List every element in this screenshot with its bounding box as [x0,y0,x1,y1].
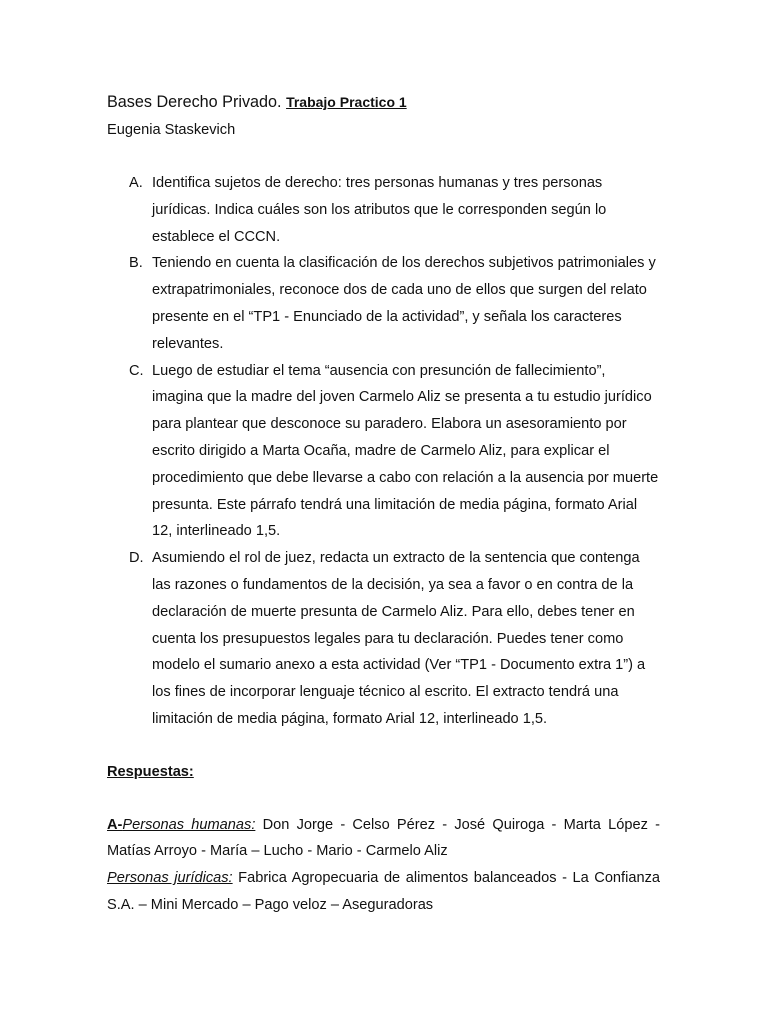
question-item-a [107,170,660,250]
answer-legal-label: Personas jurídicas: [107,870,233,887]
question-text: Teniendo en cuenta la clasificación de los derechos subjetivos patrimoniales y extrapatrimoniales, reconoce dos de cada uno de ellos que surgen del relato presente en el “TP1 - Enunciado de la actividad”, y señala los caracteres relevantes. [152,255,656,352]
answer-legal-text: Fabrica Agropecuaria de alimentos balanceados - La Confianza S.A. – Mini Mercado – Pago veloz – Aseguradoras [107,870,660,913]
document-author: Eugenia Staskevich [107,122,236,138]
question-item-d [107,545,660,733]
document-title: Bases Derecho Privado. [107,93,282,111]
question-letter: B. [129,255,143,272]
question-list [107,170,660,733]
document-subtitle: Trabajo Practico 1 [286,94,407,110]
answers-heading: Respuestas: [107,763,194,780]
document-content [107,88,660,919]
question-letter: C. [129,362,144,379]
document-title-line [107,88,660,116]
answer-humans-paragraph [107,812,660,866]
question-text: Asumiendo el rol de juez, redacta un extracto de la sentencia que contenga las razones o fundamentos de la decisión, ya sea a favor o en contra de la declaración de muerte presunta de Carmelo Aliz. Para ello, debes tener en cuenta los presupuestos legales para tu declaración. Puedes tener como modelo el sumario anexo a esta actividad (Ver “TP1 - Documento extra 1”) a los fines de incorporar lenguaje técnico al escrito. El extracto tendrá una limitación de media página, formato Arial 12, interlineado 1,5. [152,550,646,727]
question-letter: A. [129,175,143,191]
answer-humans-label: Personas humanas: [122,816,256,833]
question-text: Luego de estudiar el tema “ausencia con presunción de fallecimiento”, imagina que la madre del joven Carmelo Aliz se presenta a tu estudio jurídico para plantear que desconoce su paradero. Elabora un asesoramiento por escrito dirigido a Marta Ocaña, madre de Carmelo Aliz, para explicar el procedimiento que debe llevarse a cabo con relación a la ausencia por muerte presunta. Este párrafo tendrá una limitación de media página, formato Arial 12, interlineado 1,5. [152,362,659,540]
question-letter: D. [129,550,144,567]
answer-humans-text: Don Jorge - Celso Pérez - José Quiroga - Marta López - Matías Arroyo - María – Lucho - Mario - Carmelo Aliz [107,816,660,860]
question-text: Identifica sujetos de derecho: tres personas humanas y tres personas jurídicas. Indica cuáles son los atributos que le corresponden según lo establece el CCCN. [152,175,607,245]
answer-legal-paragraph [107,865,660,919]
answer-letter: A- [107,816,123,833]
question-item-c [107,358,660,546]
question-item-b [107,250,660,357]
